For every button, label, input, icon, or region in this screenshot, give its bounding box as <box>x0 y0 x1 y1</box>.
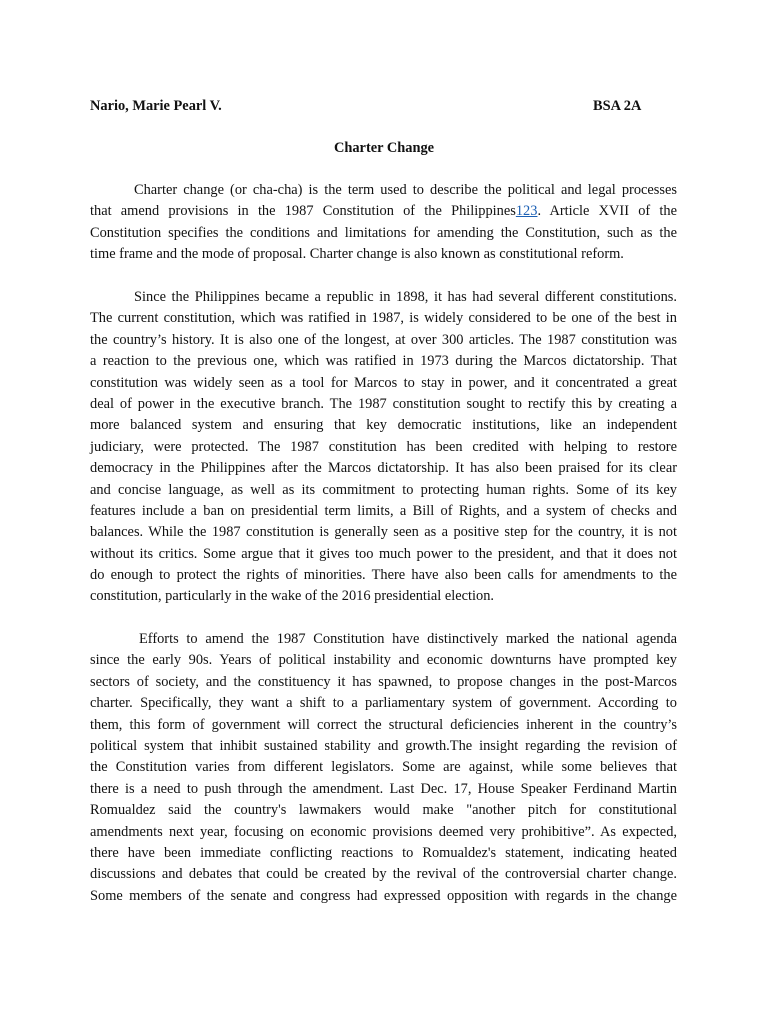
text-line: Constitution specifies the conditions and limitations for amending the Constitution, such as the <box>90 224 677 241</box>
text-line: Charter change (or cha-cha) is the term used to describe the political and legal processes <box>134 182 677 198</box>
text-line: discussions and debates that could be created by the revival of the controversial charter change. <box>90 866 677 883</box>
text-line: The current constitution, which was ratified in 1987, is widely considered to be one of the best in <box>90 310 677 327</box>
text-segment: that amend provisions in the 1987 Constitution of the Philippines <box>90 203 516 220</box>
text-line: constitution, particularly in the wake of the 2016 presidential election. <box>90 588 495 605</box>
document-header <box>90 98 677 118</box>
text-line: the country’s history. It is also one of the longest, at over 300 articles. The 1987 constitution was <box>90 331 677 348</box>
text-line: political system that inhibit sustained stability and growth.The insight regarding the revision of <box>90 737 677 754</box>
text-line: them, this form of government will correct the structural deficiencies inherent in the country’s <box>90 716 677 733</box>
text-line: without its critics. Some argue that it gives too much power to the president, and that it does not <box>90 545 677 562</box>
text-line: more balanced system and ensuring that key democratic institutions, like an independent <box>90 417 677 434</box>
text-line: a reaction to the previous one, which was ratified in 1973 during the Marcos dictatorship. That <box>90 353 677 370</box>
text-line: judiciary, were protected. The 1987 constitution has been credited with helping to restore <box>90 438 677 455</box>
paragraph-efforts <box>90 629 677 907</box>
text-line: Some members of the senate and congress had expressed opposition with regards in the change <box>90 887 677 904</box>
text-line: time frame and the mode of proposal. Charter change is also known as constitutional reform. <box>90 246 624 263</box>
text-line: democracy in the Philippines after the Marcos dictatorship. It has also been praised for its clear <box>90 460 677 477</box>
text-line: the Constitution varies from different legislators. Some are against, while some believes that <box>90 759 677 776</box>
text-line: since the early 90s. Years of political instability and economic downturns have prompted key <box>90 652 677 669</box>
text-line <box>90 201 677 222</box>
reference-link[interactable]: 123 <box>515 203 538 220</box>
document-title: Charter Change <box>333 140 435 156</box>
text-segment: . Article XVII of the <box>537 203 677 220</box>
text-line: constitution was widely seen as a tool for Marcos to stay in power, and it concentrated a great <box>90 374 677 391</box>
text-line: and concise language, as well as its commitment to protecting human rights. Some of its key <box>90 481 677 498</box>
text-line: there is a need to push through the amendment. Last Dec. 17, House Speaker Ferdinand Martin <box>90 780 677 797</box>
text-line: balances. While the 1987 constitution is generally seen as a positive step for the country, it is not <box>90 524 677 541</box>
paragraph-history <box>90 287 677 608</box>
text-line: Romualdez said the country's lawmakers would make "another pitch for constitutional <box>90 802 677 819</box>
text-line: there have been immediate conflicting reactions to Romualdez's statement, indicating heated <box>90 844 677 861</box>
text-line: charter. Specifically, they want a shift to a parliamentary system of government. According to <box>90 695 677 712</box>
text-line: sectors of society, and the constituency it has spawned, to propose changes in the post-Marcos <box>90 673 677 690</box>
text-line: Since the Philippines became a republic in 1898, it has had several different constitutions. <box>134 289 677 305</box>
class-section: BSA 2A <box>593 98 642 114</box>
text-line: features include a ban on presidential term limits, a Bill of Rights, and a system of checks and <box>90 502 677 519</box>
text-line: deal of power in the executive branch. The 1987 constitution sought to rectify this by creating a <box>90 395 677 412</box>
text-line: Efforts to amend the 1987 Constitution have distinctively marked the national agenda <box>139 631 677 647</box>
text-line: do enough to protect the rights of minorities. There have also been calls for amendments to the <box>90 567 677 584</box>
paragraph-intro <box>90 180 677 266</box>
author-name: Nario, Marie Pearl V. <box>90 98 222 114</box>
text-line: amendments next year, focusing on economic provisions deemed very prohibitive”. As expected, <box>90 823 677 840</box>
